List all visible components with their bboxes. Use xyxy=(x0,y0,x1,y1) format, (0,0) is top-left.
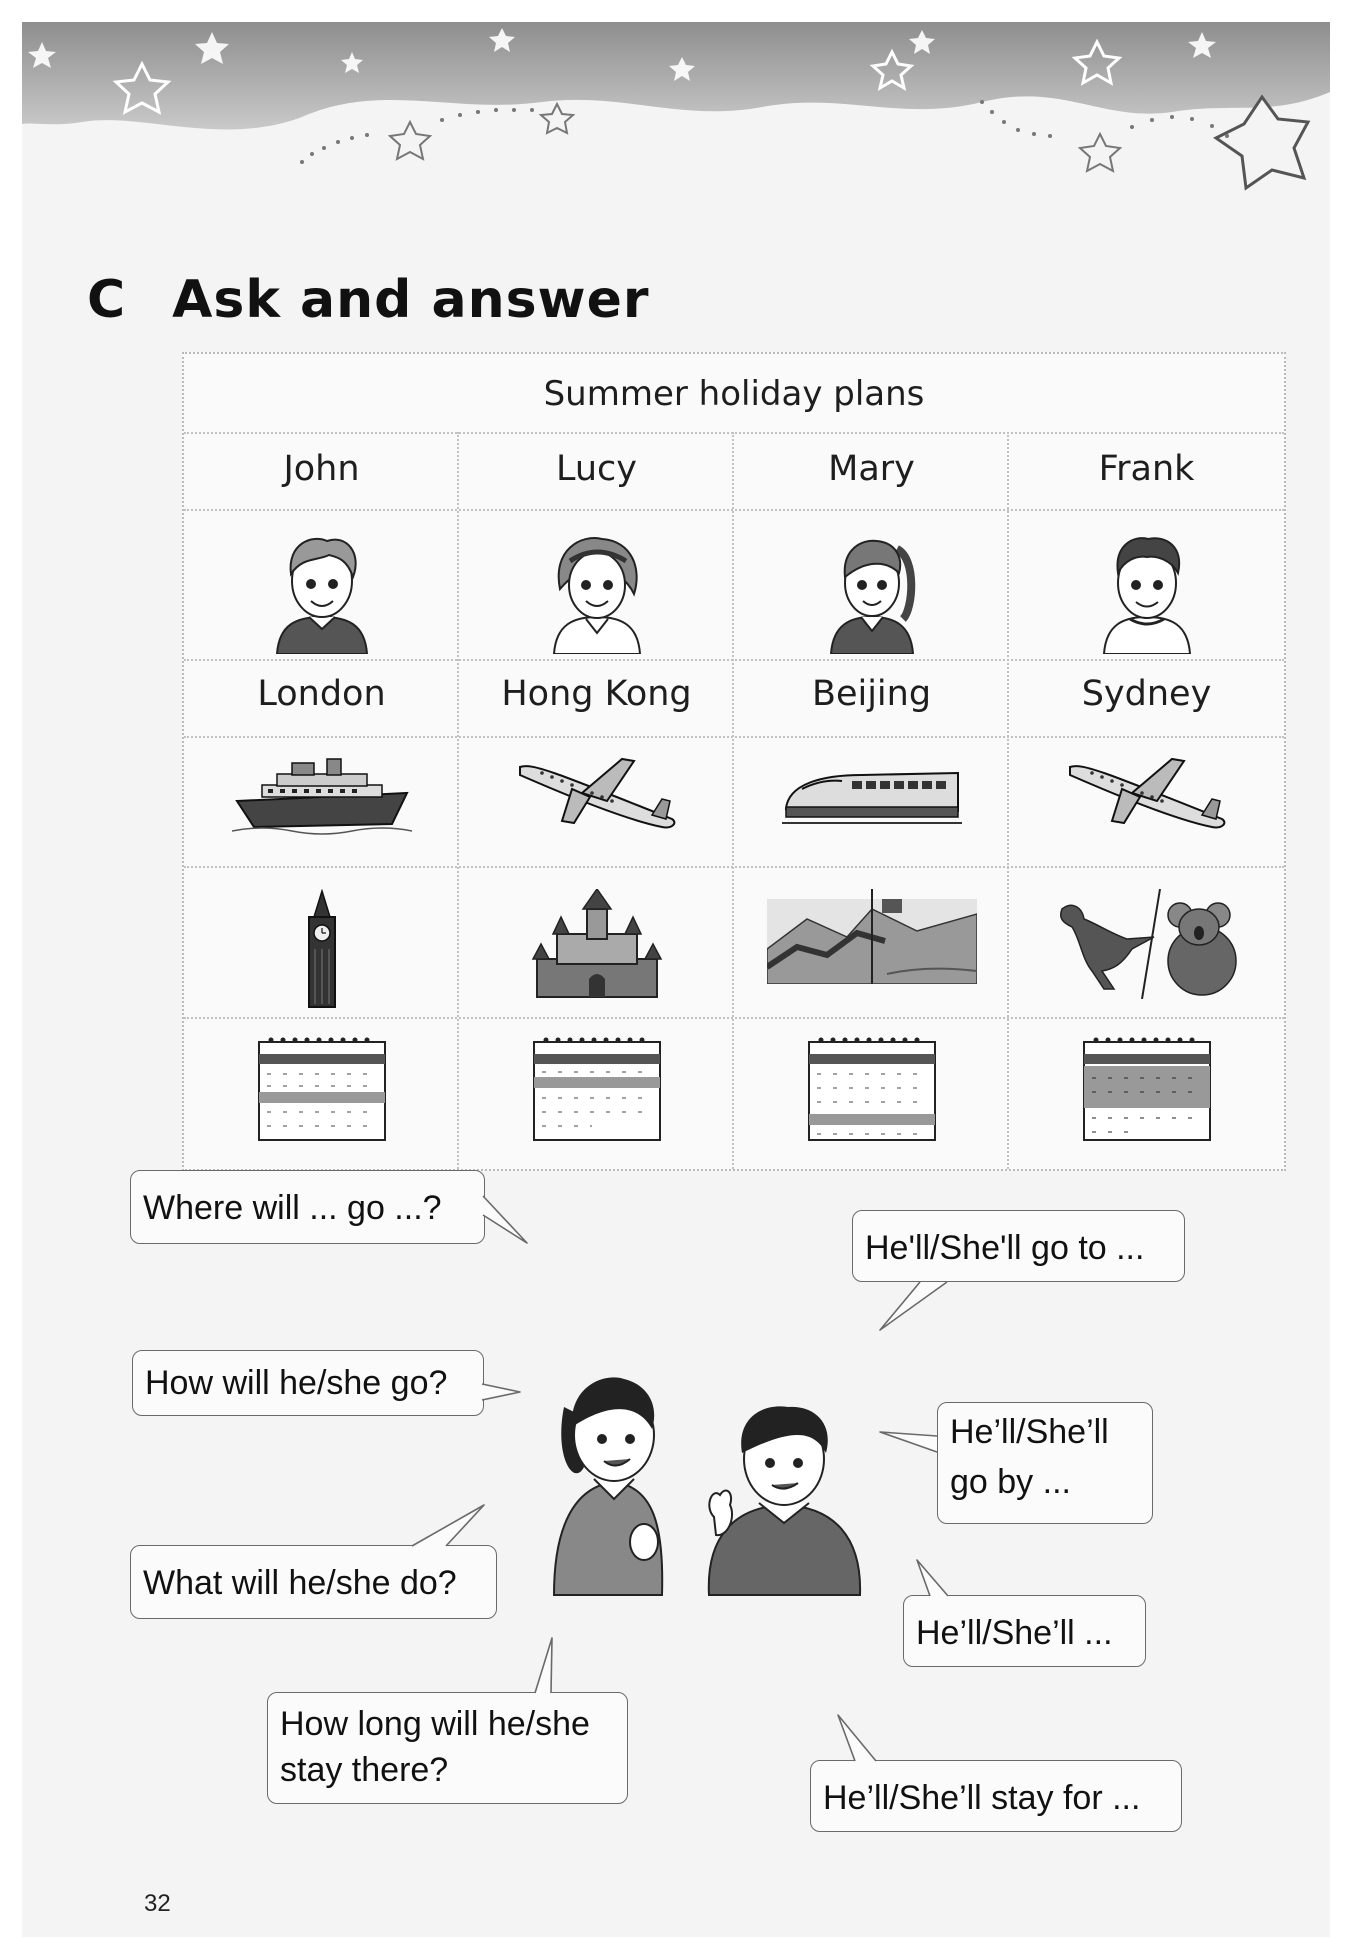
destination-city: Sydney xyxy=(1081,674,1212,714)
destination-city: London xyxy=(257,674,386,714)
destination-city: Hong Kong xyxy=(501,674,692,714)
bubble-line: go by ... xyxy=(950,1463,1071,1501)
question-bubble-what xyxy=(130,1545,497,1619)
two-children-talking-icon xyxy=(544,1367,884,1597)
answer-bubble-stay-for xyxy=(810,1760,1182,1832)
answer-bubble-go-to xyxy=(852,1210,1185,1282)
big-star-icon xyxy=(1216,97,1308,188)
answer-bubble-will xyxy=(903,1595,1146,1667)
great-wall-icon xyxy=(734,889,1009,1014)
bubble-line: Where will ... go ...? xyxy=(143,1189,442,1227)
person-name: John xyxy=(283,449,360,489)
bubble-line: How long will he/she xyxy=(280,1705,590,1743)
plan-column-frank xyxy=(1009,354,1284,1169)
bubble-line: He’ll/She’ll stay for ... xyxy=(823,1779,1141,1817)
bubble-line: How will he/she go? xyxy=(145,1364,448,1402)
question-bubble-how-long xyxy=(267,1692,628,1804)
header-falling-stars xyxy=(390,104,1120,171)
star-header-band xyxy=(22,22,1330,222)
page-number: 32 xyxy=(144,1890,171,1917)
bubble-line: stay there? xyxy=(280,1751,449,1789)
girl-ponytail-face-icon xyxy=(734,529,1009,659)
bubble-line: He’ll/She’ll xyxy=(950,1413,1109,1451)
bubble-line: He’ll/She’ll ... xyxy=(916,1614,1113,1652)
plan-column-mary xyxy=(734,354,1009,1169)
calendar-icon xyxy=(459,1034,734,1154)
ship-icon xyxy=(184,749,459,849)
question-bubble-where xyxy=(130,1170,485,1244)
section-heading xyxy=(87,270,650,330)
person-name: Frank xyxy=(1098,449,1195,489)
workbook-page xyxy=(22,22,1330,1937)
plan-column-john xyxy=(184,354,459,1169)
calendar-icon xyxy=(1009,1034,1284,1154)
summer-holiday-plans-table xyxy=(182,352,1286,1171)
plan-column-lucy xyxy=(459,354,734,1169)
bubble-line: What will he/she do? xyxy=(143,1564,457,1602)
boy-face-icon xyxy=(184,529,459,659)
section-letter: C xyxy=(87,270,127,330)
calendar-icon xyxy=(734,1034,1009,1154)
kangaroo-koala-icon xyxy=(1009,889,1284,1014)
calendar-icon xyxy=(184,1034,459,1154)
answer-bubble-go-by xyxy=(937,1402,1153,1524)
girl-face-icon xyxy=(459,529,734,659)
person-name: Lucy xyxy=(555,449,638,489)
table-title: Summer holiday plans xyxy=(543,374,925,414)
train-icon xyxy=(734,749,1009,849)
big-ben-icon xyxy=(184,889,459,1014)
section-title-text: Ask and answer xyxy=(172,270,650,330)
question-bubble-how xyxy=(132,1350,484,1416)
plane-icon xyxy=(459,749,734,849)
castle-icon xyxy=(459,889,734,1014)
plane-icon xyxy=(1009,749,1284,849)
bubble-line: He'll/She'll go to ... xyxy=(865,1229,1145,1267)
person-name: Mary xyxy=(828,449,915,489)
destination-city: Beijing xyxy=(811,674,932,714)
boy-curly-face-icon xyxy=(1009,529,1284,659)
